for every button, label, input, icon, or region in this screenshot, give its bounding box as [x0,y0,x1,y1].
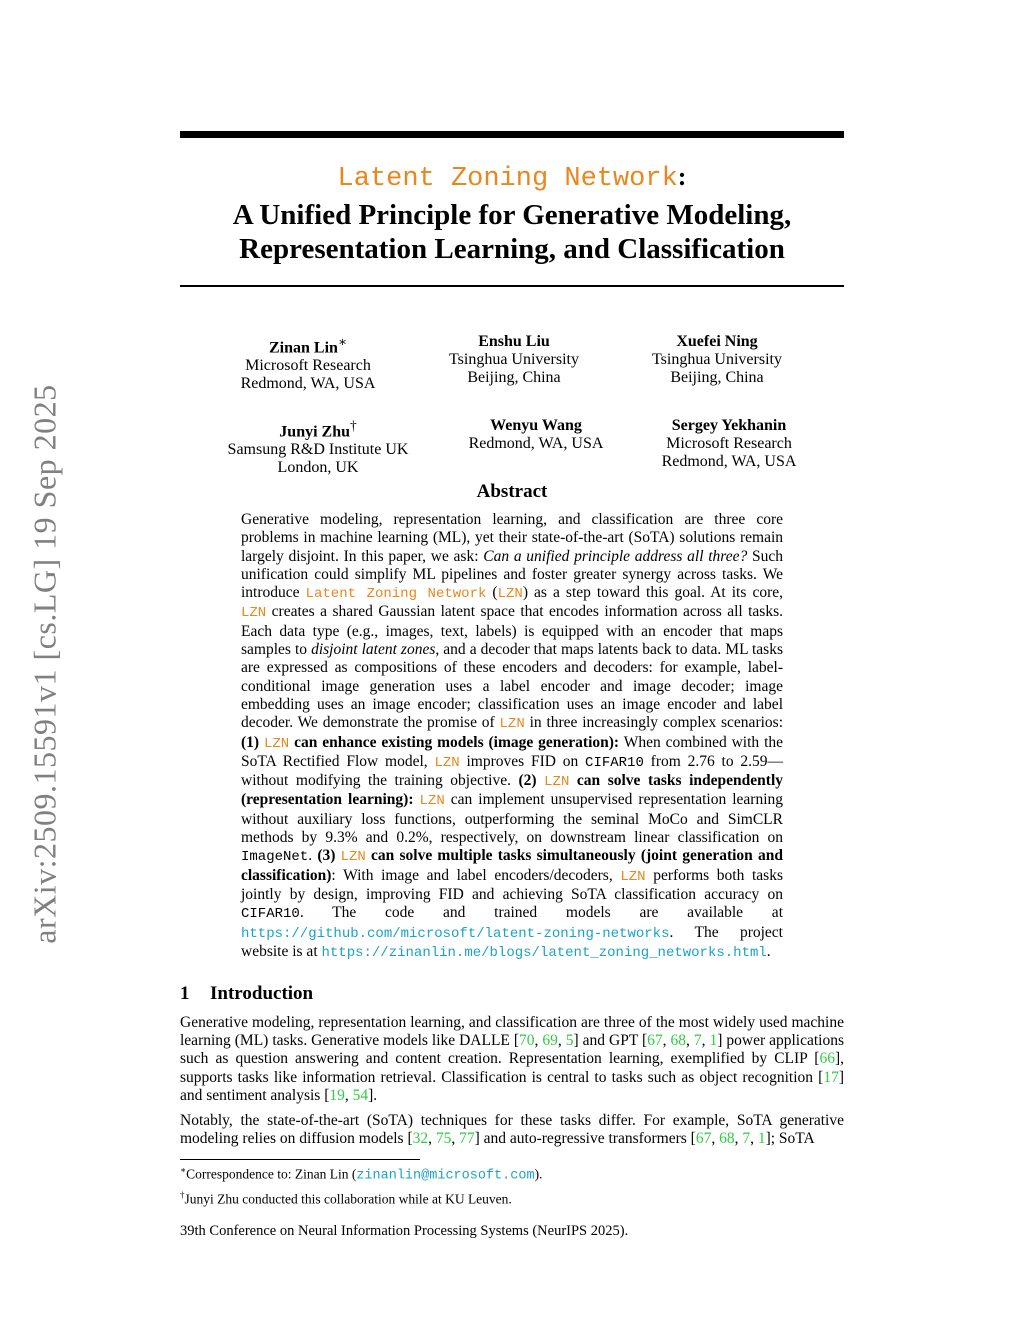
intro-text: Generative modeling, representation learning, and classification are three of the most widely used machine learning (ML) tasks. Generative models like DALLE [ [180,1014,844,1050]
claim-3-text: can solve multiple tasks simultaneously (joint generation and classification) [241,847,784,884]
citation-separator: , [734,1130,743,1148]
abstract-text: . [308,847,318,865]
footnotes [180,1161,844,1208]
lzn-abbrev: LZN [544,774,570,791]
footnote-text: Correspondence to: Zinan Lin ( [186,1166,357,1182]
abstract-text: in three increasingly complex scenarios: [524,714,783,732]
title-line-2: Representation Learning, and Classification [239,233,785,265]
claim-3-label: (3) [317,847,341,865]
citation-separator: , [557,1032,566,1050]
author-location: Redmond, WA, USA [661,453,797,470]
citation-separator: , [701,1032,710,1050]
abstract-text: from 2.76 to 2.59—without modifying the training objective. [241,752,784,790]
section-number: 1 [180,983,190,1004]
intro-text: ], supports tasks like information retrieval. Classification is central to tasks such as object recognition [ [180,1050,844,1086]
title-lzn: Latent Zoning Network [337,164,678,194]
abstract-text: creates a shared Gaussian latent space that encodes information across all tasks. Each data type (e.g., images, text, labels) is equipped with an encoder that maps samples to [241,603,783,659]
intro-text: ] and GPT [ [573,1032,648,1050]
lzn-abbrev: LZN [499,716,525,733]
footnote-rule [180,1159,420,1160]
citation-link[interactable]: 66 [819,1050,835,1068]
github-link[interactable]: https://github.com/microsoft/latent-zoning-networks [241,925,670,942]
citation-separator: , [428,1130,436,1148]
author-affiliation: Tsinghua University [652,351,782,368]
abstract-text: . The code and trained models are available at [299,904,783,922]
intro-paragraph-2 [180,1112,844,1148]
author-name: Junyi Zhu [279,423,351,441]
abstract-text: Generative modeling, representation learning, and classification are three core problems in machine learning (ML), yet their state-of-the-art (SoTA) solutions remain largely disjoint. In this paper, we ask: [241,511,783,565]
lzn-abbrev: LZN [340,849,366,866]
footnote-mark: ∗ [180,1165,187,1175]
citation-link[interactable]: 7 [742,1130,751,1148]
intro-text: ] and sentiment analysis [ [180,1068,844,1104]
author-affiliation: Microsoft Research [245,357,371,375]
abstract-text: : With image and label encoders/decoders, [331,866,621,884]
dataset-name: ImageNet [241,849,309,866]
citation-link[interactable]: 69 [542,1032,558,1050]
abstract-text: can implement unsupervised representation learning without auxiliary loss functions, outperforming the seminal MoCo and SimCLR methods by 9.3% and 0.2%, respectively, on downstream linear classification on [241,791,784,847]
abstract-heading: Abstract [476,481,548,502]
dataset-name: CIFAR10 [241,906,300,923]
intro-text: ] power applications such as question answering and content creation. Representation learning, exemplified by CLIP [ [180,1032,845,1068]
author-name: Wenyu Wang [490,417,582,434]
citation-link[interactable]: 70 [519,1032,535,1050]
author-location: London, UK [277,459,359,477]
author-4 [208,417,428,477]
intro-text: Notably, the state-of-the-art (SoTA) techniques for these tasks differ. For example, SoTA generative modeling relies on diffusion models [ [180,1112,844,1148]
citation-link[interactable]: 17 [823,1068,839,1086]
author-affiliation: Tsinghua University [449,351,579,368]
footnote-2 [180,1186,844,1209]
introduction-body [180,1014,844,1155]
abstract-text: ) as a step toward this goal. At its core, [522,584,783,602]
author-name: Zinan Lin [269,339,338,357]
title-line-1: A Unified Principle for Generative Modeling, [232,199,792,231]
lzn-abbrev: LZN [263,735,290,752]
author-affiliation: Redmond, WA, USA [468,435,604,452]
author-location: Beijing, China [670,369,764,386]
author-3 [607,333,827,387]
author-6 [619,417,839,471]
citation-link[interactable]: 19 [329,1086,345,1104]
author-name: Enshu Liu [478,333,550,350]
footnote-text: Junyi Zhu conducted this collaboration while at KU Leuven. [184,1191,512,1206]
citation-separator: , [344,1086,353,1104]
citation-link[interactable]: 77 [459,1130,475,1148]
intro-text: ] and auto-regressive transformers [ [474,1130,696,1148]
claim-1-label: (1) [241,733,264,751]
citation-separator: , [662,1032,671,1050]
citation-link[interactable]: 7 [693,1032,702,1050]
abstract-text: . The project website is at [241,923,783,960]
citation-link[interactable]: 1 [757,1130,766,1148]
author-location: Beijing, China [467,369,561,386]
abstract-text: improves FID on [459,752,586,770]
abstract-text: . [766,942,771,960]
arxiv-stamp [20,372,70,956]
author-name: Xuefei Ning [676,333,758,350]
title-rule-top [180,131,844,138]
author-location: Redmond, WA, USA [240,375,376,393]
intro-text: ]; SoTA [765,1130,815,1148]
abstract-text: When combined with the SoTA Rectified Flow model, [241,733,784,770]
footnote-1 [180,1161,844,1186]
citation-link[interactable]: 67 [647,1032,663,1050]
paper-title [180,160,844,266]
author-1 [198,333,418,393]
citation-link[interactable]: 67 [695,1130,712,1148]
citation-link[interactable]: 32 [412,1130,429,1148]
author-name: Sergey Yekhanin [671,417,787,434]
citation-link[interactable]: 75 [435,1130,452,1148]
footnote-text: ). [534,1166,543,1182]
section-title: Introduction [210,983,314,1004]
lzn-abbrev: LZN [620,868,646,885]
author-mark: ∗ [337,334,347,349]
abstract-emphasis: disjoint latent zones [311,641,436,659]
citation-link[interactable]: 54 [352,1086,369,1104]
lzn-abbrev: LZN [497,586,523,603]
email-link[interactable]: zinanlin@microsoft.com [356,1168,535,1184]
abstract-question: Can a unified principle address all three? [483,547,748,565]
lzn-full-name: Latent Zoning Network [305,586,487,603]
author-2 [404,333,624,387]
intro-text: ]. [368,1086,378,1104]
citation-link[interactable]: 5 [565,1032,574,1050]
citation-link[interactable]: 68 [670,1032,687,1050]
project-website-link[interactable]: https://zinanlin.me/blogs/latent_zoning_networks.html [321,944,767,961]
author-5 [426,417,646,453]
footnote-mark: † [180,1189,185,1200]
title-colon: : [677,162,687,191]
lzn-abbrev: LZN [419,793,445,810]
lzn-abbrev: LZN [241,605,267,622]
abstract-body [241,511,783,962]
author-affiliation: Samsung R&D Institute UK [227,441,409,459]
dataset-name: CIFAR10 [585,754,644,771]
citation-separator: , [534,1032,543,1050]
venue-note: 39th Conference on Neural Information Processing Systems (NeurIPS 2025). [180,1223,629,1239]
section-heading-introduction [180,983,313,1005]
author-affiliation: Microsoft Research [666,435,792,452]
author-mark: † [350,418,357,433]
claim-2-text: can solve tasks independently (representation learning): [241,772,783,809]
abstract-text: , and a decoder that maps latents back to data. ML tasks are expressed as compositions of these encoders and decoders: for example, label-conditional image generation uses a label encoder and image decoder; image embedding uses an image encoder; classification uses an image encoder and label decoder. We demonstrate the promise of [241,641,783,732]
claim-1-text: can enhance existing models (image generation): [289,733,620,751]
citation-separator: , [711,1130,720,1148]
claim-2-label: (2) [518,772,545,790]
abstract-text: performs both tasks jointly by design, improving FID and achieving SoTA classification accuracy on [241,866,783,903]
lzn-abbrev: LZN [434,754,460,771]
arxiv-stamp-text: arXiv:2509.15591v1 [cs.LG] 19 Sep 2025 [26,384,63,944]
abstract-text: ( [486,584,498,602]
abstract-text: Such unification could simplify ML pipelines and foster greater synergy across tasks. We introduce [241,547,783,602]
citation-link[interactable]: 68 [719,1130,735,1148]
citation-separator: , [451,1130,460,1148]
citation-link[interactable]: 1 [709,1032,718,1050]
intro-paragraph-1 [180,1014,844,1105]
citation-separator: , [686,1032,694,1050]
title-rule-bottom [180,285,844,287]
citation-separator: , [750,1130,758,1148]
